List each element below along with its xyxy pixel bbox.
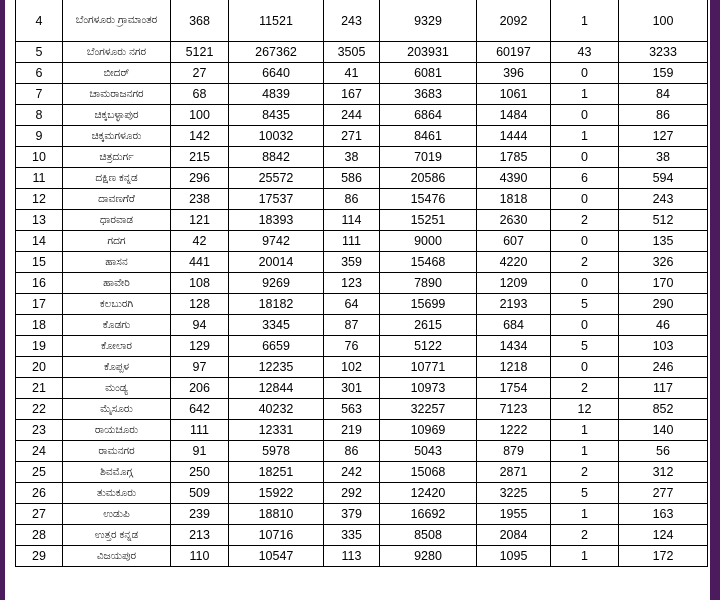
serial-number-cell: 27: [16, 504, 63, 525]
value-cell-3: 271: [324, 126, 380, 147]
value-cell-2: 10547: [229, 546, 324, 567]
value-cell-1: 215: [171, 147, 229, 168]
table-row: [16, 525, 708, 546]
value-cell-4: 9329: [380, 0, 477, 42]
value-cell-2: 6640: [229, 63, 324, 84]
value-cell-4: 20586: [380, 168, 477, 189]
value-cell-5: 4390: [477, 168, 551, 189]
value-cell-2: 10032: [229, 126, 324, 147]
district-name-cell: ಚಿಕ್ಕಬಳ್ಳಾಪುರ: [63, 105, 171, 126]
value-cell-2: 6659: [229, 336, 324, 357]
district-name-cell: ತುಮಕೂರು: [63, 483, 171, 504]
table-row: [16, 210, 708, 231]
value-cell-4: 6864: [380, 105, 477, 126]
value-cell-1: 108: [171, 273, 229, 294]
value-cell-4: 2615: [380, 315, 477, 336]
value-cell-4: 10969: [380, 420, 477, 441]
value-cell-3: 3505: [324, 42, 380, 63]
value-cell-1: 111: [171, 420, 229, 441]
value-cell-2: 12844: [229, 378, 324, 399]
value-cell-1: 238: [171, 189, 229, 210]
value-cell-5: 1818: [477, 189, 551, 210]
district-name-cell: ಹಾಸನ: [63, 252, 171, 273]
district-name-cell: ಗದಗ: [63, 231, 171, 252]
value-cell-5: 3225: [477, 483, 551, 504]
value-cell-5: 1222: [477, 420, 551, 441]
value-cell-6: 5: [551, 483, 619, 504]
value-cell-1: 206: [171, 378, 229, 399]
table-row: [16, 294, 708, 315]
value-cell-4: 15699: [380, 294, 477, 315]
value-cell-3: 123: [324, 273, 380, 294]
value-cell-2: 40232: [229, 399, 324, 420]
serial-number-cell: 10: [16, 147, 63, 168]
serial-number-cell: 5: [16, 42, 63, 63]
table-row: [16, 84, 708, 105]
value-cell-2: 12235: [229, 357, 324, 378]
serial-number-cell: 19: [16, 336, 63, 357]
district-name-cell: ದಕ್ಷಿಣ ಕನ್ನಡ: [63, 168, 171, 189]
value-cell-3: 113: [324, 546, 380, 567]
district-name-cell: ಮಂಡ್ಯ: [63, 378, 171, 399]
serial-number-cell: 6: [16, 63, 63, 84]
value-cell-5: 2193: [477, 294, 551, 315]
value-cell-2: 25572: [229, 168, 324, 189]
table-row: [16, 441, 708, 462]
district-name-cell: ಕಲಬುರಗಿ: [63, 294, 171, 315]
value-cell-4: 15476: [380, 189, 477, 210]
district-name-cell: ವಿಜಯಪುರ: [63, 546, 171, 567]
value-cell-4: 5122: [380, 336, 477, 357]
value-cell-5: 2092: [477, 0, 551, 42]
value-cell-1: 94: [171, 315, 229, 336]
value-cell-6: 1: [551, 84, 619, 105]
value-cell-1: 97: [171, 357, 229, 378]
value-cell-7: 135: [619, 231, 708, 252]
table-row: [16, 189, 708, 210]
value-cell-7: 277: [619, 483, 708, 504]
table-row: [16, 105, 708, 126]
district-name-cell: ಚಿತ್ರದುರ್ಗ: [63, 147, 171, 168]
value-cell-6: 1: [551, 546, 619, 567]
serial-number-cell: 21: [16, 378, 63, 399]
table-row: [16, 483, 708, 504]
serial-number-cell: 29: [16, 546, 63, 567]
value-cell-3: 244: [324, 105, 380, 126]
value-cell-6: 5: [551, 294, 619, 315]
district-name-cell: ಧಾರವಾಡ: [63, 210, 171, 231]
value-cell-7: 290: [619, 294, 708, 315]
district-name-cell: ಬೆಂಗಳೂರು ಗ್ರಾಮಾಂತರ: [63, 0, 171, 42]
value-cell-6: 1: [551, 126, 619, 147]
district-name-cell: ಚಾಮರಾಜನಗರ: [63, 84, 171, 105]
serial-number-cell: 23: [16, 420, 63, 441]
value-cell-7: 38: [619, 147, 708, 168]
value-cell-5: 1061: [477, 84, 551, 105]
value-cell-6: 0: [551, 63, 619, 84]
district-name-cell: ಕೊಡಗು: [63, 315, 171, 336]
value-cell-2: 17537: [229, 189, 324, 210]
value-cell-2: 4839: [229, 84, 324, 105]
serial-number-cell: 28: [16, 525, 63, 546]
value-cell-5: 1754: [477, 378, 551, 399]
value-cell-7: 86: [619, 105, 708, 126]
value-cell-2: 15922: [229, 483, 324, 504]
value-cell-7: 243: [619, 189, 708, 210]
value-cell-3: 38: [324, 147, 380, 168]
value-cell-7: 56: [619, 441, 708, 462]
value-cell-7: 163: [619, 504, 708, 525]
table-row: [16, 462, 708, 483]
value-cell-5: 879: [477, 441, 551, 462]
value-cell-4: 8508: [380, 525, 477, 546]
value-cell-1: 296: [171, 168, 229, 189]
value-cell-5: 1785: [477, 147, 551, 168]
value-cell-1: 441: [171, 252, 229, 273]
value-cell-2: 8435: [229, 105, 324, 126]
value-cell-3: 41: [324, 63, 380, 84]
value-cell-7: 159: [619, 63, 708, 84]
value-cell-4: 15068: [380, 462, 477, 483]
value-cell-1: 42: [171, 231, 229, 252]
district-name-cell: ಬೆಂಗಳೂರು ನಗರ: [63, 42, 171, 63]
value-cell-7: 100: [619, 0, 708, 42]
serial-number-cell: 26: [16, 483, 63, 504]
value-cell-6: 5: [551, 336, 619, 357]
value-cell-1: 27: [171, 63, 229, 84]
value-cell-5: 2630: [477, 210, 551, 231]
value-cell-4: 15251: [380, 210, 477, 231]
value-cell-7: 84: [619, 84, 708, 105]
value-cell-1: 5121: [171, 42, 229, 63]
value-cell-6: 2: [551, 210, 619, 231]
district-name-cell: ದಾವಣಗೆರೆ: [63, 189, 171, 210]
value-cell-2: 20014: [229, 252, 324, 273]
value-cell-1: 213: [171, 525, 229, 546]
value-cell-5: 396: [477, 63, 551, 84]
value-cell-3: 87: [324, 315, 380, 336]
left-frame-bar: [0, 0, 5, 600]
district-name-cell: ಚಿಕ್ಕಮಗಳೂರು: [63, 126, 171, 147]
table-row: [16, 399, 708, 420]
value-cell-1: 68: [171, 84, 229, 105]
serial-number-cell: 17: [16, 294, 63, 315]
value-cell-5: 1434: [477, 336, 551, 357]
table-row: [16, 546, 708, 567]
right-frame-bar: [710, 0, 720, 600]
value-cell-2: 12331: [229, 420, 324, 441]
table-row: [16, 504, 708, 525]
value-cell-5: 1444: [477, 126, 551, 147]
value-cell-1: 128: [171, 294, 229, 315]
serial-number-cell: 20: [16, 357, 63, 378]
value-cell-2: 18182: [229, 294, 324, 315]
value-cell-6: 1: [551, 0, 619, 42]
value-cell-7: 852: [619, 399, 708, 420]
value-cell-6: 1: [551, 504, 619, 525]
value-cell-3: 379: [324, 504, 380, 525]
value-cell-7: 127: [619, 126, 708, 147]
value-cell-7: 140: [619, 420, 708, 441]
value-cell-5: 1218: [477, 357, 551, 378]
value-cell-5: 1955: [477, 504, 551, 525]
value-cell-5: 607: [477, 231, 551, 252]
district-name-cell: ಬೀದರ್: [63, 63, 171, 84]
value-cell-2: 18393: [229, 210, 324, 231]
serial-number-cell: 18: [16, 315, 63, 336]
value-cell-7: 512: [619, 210, 708, 231]
value-cell-4: 7019: [380, 147, 477, 168]
value-cell-1: 142: [171, 126, 229, 147]
table-row: [16, 420, 708, 441]
value-cell-6: 0: [551, 315, 619, 336]
table-row: [16, 0, 708, 42]
value-cell-4: 9000: [380, 231, 477, 252]
value-cell-2: 5978: [229, 441, 324, 462]
value-cell-2: 9742: [229, 231, 324, 252]
value-cell-1: 100: [171, 105, 229, 126]
serial-number-cell: 25: [16, 462, 63, 483]
district-name-cell: ಉತ್ತರ ಕನ್ನಡ: [63, 525, 171, 546]
value-cell-3: 243: [324, 0, 380, 42]
table-body: [16, 0, 708, 567]
value-cell-5: 684: [477, 315, 551, 336]
value-cell-2: 11521: [229, 0, 324, 42]
value-cell-6: 0: [551, 273, 619, 294]
value-cell-6: 2: [551, 462, 619, 483]
table-row: [16, 336, 708, 357]
value-cell-1: 239: [171, 504, 229, 525]
value-cell-5: 4220: [477, 252, 551, 273]
value-cell-4: 10973: [380, 378, 477, 399]
value-cell-7: 117: [619, 378, 708, 399]
value-cell-2: 10716: [229, 525, 324, 546]
serial-number-cell: 16: [16, 273, 63, 294]
value-cell-3: 219: [324, 420, 380, 441]
serial-number-cell: 7: [16, 84, 63, 105]
value-cell-7: 326: [619, 252, 708, 273]
value-cell-3: 335: [324, 525, 380, 546]
value-cell-4: 12420: [380, 483, 477, 504]
value-cell-3: 563: [324, 399, 380, 420]
value-cell-3: 64: [324, 294, 380, 315]
value-cell-7: 124: [619, 525, 708, 546]
value-cell-3: 76: [324, 336, 380, 357]
value-cell-4: 3683: [380, 84, 477, 105]
value-cell-3: 167: [324, 84, 380, 105]
table-row: [16, 315, 708, 336]
value-cell-6: 1: [551, 420, 619, 441]
value-cell-4: 15468: [380, 252, 477, 273]
value-cell-4: 32257: [380, 399, 477, 420]
value-cell-4: 6081: [380, 63, 477, 84]
value-cell-6: 0: [551, 105, 619, 126]
value-cell-1: 368: [171, 0, 229, 42]
value-cell-3: 86: [324, 189, 380, 210]
value-cell-3: 586: [324, 168, 380, 189]
district-name-cell: ಶಿವಮೊಗ್ಗ: [63, 462, 171, 483]
value-cell-7: 170: [619, 273, 708, 294]
value-cell-2: 267362: [229, 42, 324, 63]
value-cell-5: 2084: [477, 525, 551, 546]
value-cell-6: 43: [551, 42, 619, 63]
value-cell-6: 2: [551, 525, 619, 546]
value-cell-1: 121: [171, 210, 229, 231]
table-row: [16, 63, 708, 84]
value-cell-7: 103: [619, 336, 708, 357]
value-cell-1: 250: [171, 462, 229, 483]
value-cell-4: 7890: [380, 273, 477, 294]
table-row: [16, 252, 708, 273]
value-cell-4: 5043: [380, 441, 477, 462]
value-cell-7: 46: [619, 315, 708, 336]
district-name-cell: ರಾಮನಗರ: [63, 441, 171, 462]
value-cell-4: 203931: [380, 42, 477, 63]
serial-number-cell: 11: [16, 168, 63, 189]
value-cell-2: 8842: [229, 147, 324, 168]
value-cell-1: 129: [171, 336, 229, 357]
serial-number-cell: 13: [16, 210, 63, 231]
serial-number-cell: 12: [16, 189, 63, 210]
value-cell-4: 9280: [380, 546, 477, 567]
district-name-cell: ಕೊಪ್ಪಳ: [63, 357, 171, 378]
table-row: [16, 42, 708, 63]
value-cell-2: 9269: [229, 273, 324, 294]
value-cell-1: 91: [171, 441, 229, 462]
serial-number-cell: 9: [16, 126, 63, 147]
value-cell-5: 2871: [477, 462, 551, 483]
value-cell-6: 2: [551, 378, 619, 399]
table-row: [16, 231, 708, 252]
value-cell-3: 292: [324, 483, 380, 504]
value-cell-4: 8461: [380, 126, 477, 147]
value-cell-3: 114: [324, 210, 380, 231]
value-cell-5: 60197: [477, 42, 551, 63]
table-row: [16, 168, 708, 189]
value-cell-7: 246: [619, 357, 708, 378]
district-name-cell: ಉಡುಪಿ: [63, 504, 171, 525]
value-cell-7: 3233: [619, 42, 708, 63]
value-cell-1: 110: [171, 546, 229, 567]
value-cell-5: 1209: [477, 273, 551, 294]
value-cell-3: 111: [324, 231, 380, 252]
value-cell-7: 594: [619, 168, 708, 189]
value-cell-6: 0: [551, 147, 619, 168]
value-cell-7: 172: [619, 546, 708, 567]
serial-number-cell: 14: [16, 231, 63, 252]
district-name-cell: ಕೋಲಾರ: [63, 336, 171, 357]
value-cell-6: 2: [551, 252, 619, 273]
serial-number-cell: 22: [16, 399, 63, 420]
value-cell-4: 10771: [380, 357, 477, 378]
serial-number-cell: 8: [16, 105, 63, 126]
value-cell-6: 1: [551, 441, 619, 462]
value-cell-1: 509: [171, 483, 229, 504]
value-cell-5: 1484: [477, 105, 551, 126]
district-data-table: [15, 0, 708, 567]
serial-number-cell: 24: [16, 441, 63, 462]
table-row: [16, 357, 708, 378]
value-cell-2: 18810: [229, 504, 324, 525]
serial-number-cell: 15: [16, 252, 63, 273]
value-cell-1: 642: [171, 399, 229, 420]
value-cell-2: 18251: [229, 462, 324, 483]
district-name-cell: ಮೈಸೂರು: [63, 399, 171, 420]
value-cell-7: 312: [619, 462, 708, 483]
table-row: [16, 147, 708, 168]
district-name-cell: ರಾಯಚೂರು: [63, 420, 171, 441]
table-row: [16, 378, 708, 399]
value-cell-2: 3345: [229, 315, 324, 336]
district-name-cell: ಹಾವೇರಿ: [63, 273, 171, 294]
value-cell-6: 0: [551, 357, 619, 378]
value-cell-4: 16692: [380, 504, 477, 525]
value-cell-3: 86: [324, 441, 380, 462]
value-cell-6: 6: [551, 168, 619, 189]
value-cell-6: 0: [551, 231, 619, 252]
value-cell-3: 359: [324, 252, 380, 273]
table-row: [16, 273, 708, 294]
value-cell-5: 1095: [477, 546, 551, 567]
value-cell-6: 12: [551, 399, 619, 420]
value-cell-5: 7123: [477, 399, 551, 420]
value-cell-3: 102: [324, 357, 380, 378]
table-row: [16, 126, 708, 147]
value-cell-6: 0: [551, 189, 619, 210]
value-cell-3: 301: [324, 378, 380, 399]
serial-number-cell: 4: [16, 0, 63, 42]
value-cell-3: 242: [324, 462, 380, 483]
